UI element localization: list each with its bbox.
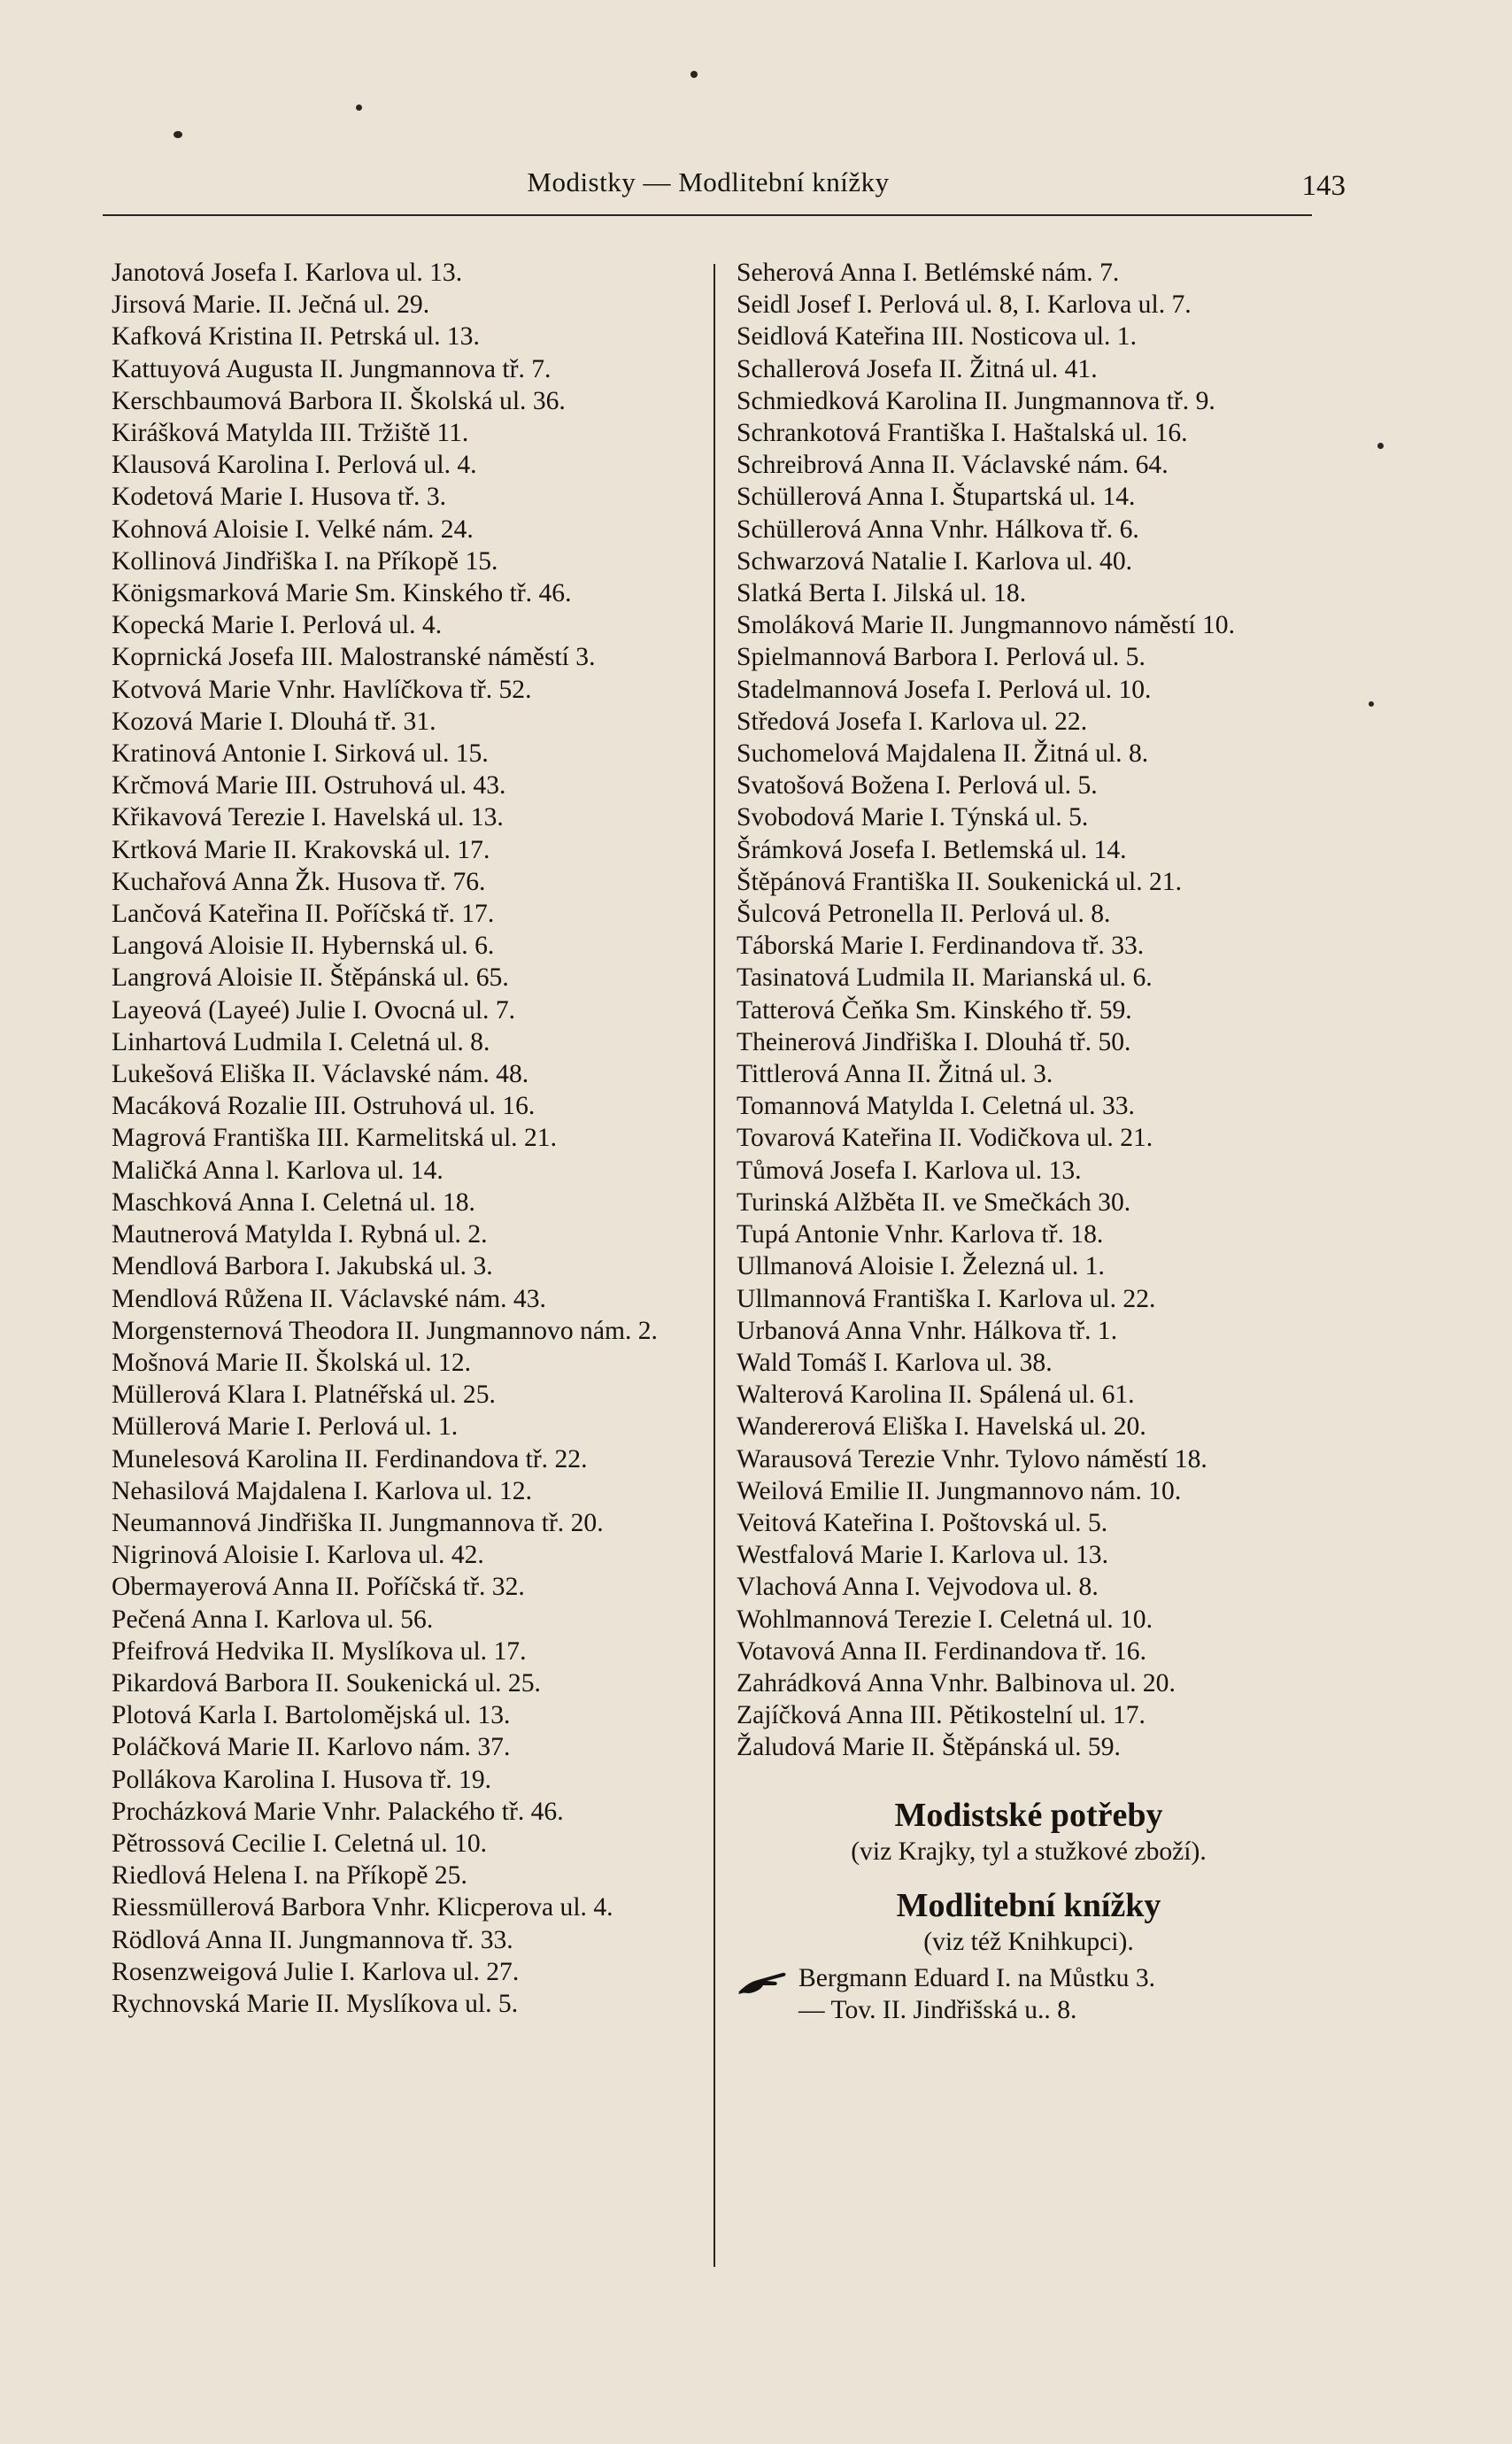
directory-entry: Schrankotová Františka I. Haštalská ul. 16.	[737, 419, 1188, 448]
directory-entry: Schüllerová Anna I. Štupartská ul. 14.	[737, 483, 1136, 512]
directory-entry: Macáková Rozalie III. Ostruhová ul. 16.	[112, 1092, 536, 1121]
directory-entry: Kohnová Aloisie I. Velké nám. 24.	[112, 514, 474, 544]
directory-entry: Westfalová Marie I. Karlova ul. 13.	[737, 1541, 1109, 1570]
directory-entry: Munelesová Karolina II. Ferdinandova tř. 22.	[112, 1444, 588, 1473]
directory-entry: Krtková Marie II. Krakovská ul. 17.	[112, 835, 490, 864]
directory-entry: Schmiedková Karolina II. Jungmannova tř. 9.	[737, 386, 1215, 415]
directory-entry: Maschková Anna I. Celetná ul. 18.	[112, 1187, 475, 1217]
section-heading-modistske: Modistské potřeby	[894, 1796, 1163, 1834]
directory-entry: Urbanová Anna Vnhr. Hálkova tř. 1.	[737, 1316, 1118, 1345]
directory-entry: Kattuyová Augusta II. Jungmannova tř. 7.	[112, 354, 552, 383]
section-note-modlitebni: (viz též Knihkupci).	[923, 1927, 1134, 1956]
directory-entry: Rosenzweigová Julie I. Karlova ul. 27.	[112, 1957, 520, 1986]
directory-entry: Klausová Karolina I. Perlová ul. 4.	[112, 451, 477, 480]
directory-entry: Janotová Josefa I. Karlova ul. 13.	[112, 259, 463, 287]
directory-entry: Kuchařová Anna Žk. Husova tř. 76.	[112, 867, 486, 896]
directory-entry: Tittlerová Anna II. Žitná ul. 3.	[737, 1060, 1053, 1089]
directory-entry: Wohlmannová Terezie I. Celetná ul. 10.	[737, 1605, 1153, 1634]
directory-entry: Štěpánová Františka II. Soukenická ul. 21.	[737, 867, 1182, 896]
directory-entry: Seherová Anna I. Betlémské nám. 7.	[737, 259, 1120, 287]
directory-entry: Zahrádková Anna Vnhr. Balbinova ul. 20.	[737, 1668, 1176, 1698]
directory-entry: Koprnická Josefa III. Malostranské náměstí 3.	[112, 643, 596, 672]
directory-entry: Kratinová Antonie I. Sirková ul. 15.	[112, 739, 489, 769]
directory-entry: Lančová Kateřina II. Poříčská tř. 17.	[112, 900, 495, 929]
directory-entry: Smoláková Marie II. Jungmannovo náměstí 10.	[737, 611, 1236, 640]
directory-entry: Kerschbaumová Barbora II. Školská ul. 36.	[112, 386, 566, 415]
directory-entry: Tůmová Josefa I. Karlova ul. 13.	[737, 1156, 1082, 1185]
directory-entry: Šulcová Petronella II. Perlová ul. 8.	[737, 900, 1111, 929]
directory-entry: Kopecká Marie I. Perlová ul. 4.	[112, 611, 443, 640]
directory-entry: Tatterová Čeňka Sm. Kinského tř. 59.	[737, 995, 1132, 1025]
directory-entry: Stadelmannová Josefa I. Perlová ul. 10.	[737, 675, 1152, 704]
directory-entry: Kodetová Marie I. Husova tř. 3.	[112, 483, 447, 512]
directory-entry: Magrová Františka III. Karmelitská ul. 21.	[112, 1124, 557, 1153]
directory-entry: Ullmannová Františka I. Karlova ul. 22.	[737, 1284, 1156, 1313]
directory-entry: Langrová Aloisie II. Štěpánská ul. 65.	[112, 963, 509, 993]
directory-entry: Svatošová Božena I. Perlová ul. 5.	[737, 771, 1098, 800]
bookstore-entry-line: Bergmann Eduard I. na Můstku 3.	[798, 1963, 1156, 1992]
directory-entry: Pfeifrová Hedvika II. Myslíkova ul. 17.	[112, 1636, 527, 1666]
directory-entry: Žaludová Marie II. Štěpánská ul. 59.	[737, 1733, 1121, 1762]
directory-entry: Veitová Kateřina I. Poštovská ul. 5.	[737, 1508, 1108, 1537]
directory-entry: Seidl Josef I. Perlová ul. 8, I. Karlova ul. 7.	[737, 290, 1192, 320]
directory-entry: Warausová Terezie Vnhr. Tylovo náměstí 18.	[737, 1444, 1207, 1473]
directory-entry: Slatká Berta I. Jilská ul. 18.	[737, 579, 1027, 608]
directory-entry: Rychnovská Marie II. Myslíkova ul. 5.	[112, 1989, 519, 2018]
directory-entry: Neumannová Jindřiška II. Jungmannova tř. 20.	[112, 1508, 604, 1537]
directory-entry: Tomannová Matylda I. Celetná ul. 33.	[737, 1092, 1135, 1121]
directory-entry: Nehasilová Majdalena I. Karlova ul. 12.	[112, 1476, 532, 1505]
section-note-modistske: (viz Krajky, tyl a stužkové zboží).	[851, 1837, 1207, 1866]
directory-entry: Theinerová Jindřiška I. Dlouhá tř. 50.	[737, 1027, 1131, 1056]
directory-entry: Tupá Antonie Vnhr. Karlova tř. 18.	[737, 1220, 1104, 1249]
directory-entry: Morgensternová Theodora II. Jungmannovo nám. 2.	[112, 1316, 658, 1345]
directory-entry: Mautnerová Matylda I. Rybná ul. 2.	[112, 1220, 488, 1249]
directory-entry: Tovarová Kateřina II. Vodičkova ul. 21.	[737, 1124, 1153, 1153]
page-header-title: Modistky — Modlitební knížky	[527, 166, 890, 197]
directory-entry: Pětrossová Cecilie I. Celetná ul. 10.	[112, 1829, 488, 1858]
directory-entry: Mendlová Růžena II. Václavské nám. 43.	[112, 1284, 546, 1313]
directory-entry: Riedlová Helena I. na Příkopě 25.	[112, 1861, 467, 1891]
directory-entry: Walterová Karolina II. Spálená ul. 61.	[737, 1381, 1135, 1410]
directory-entry: Müllerová Marie I. Perlová ul. 1.	[112, 1412, 459, 1442]
directory-entry: Tasinatová Ludmila II. Marianská ul. 6.	[737, 963, 1153, 993]
section-heading-modlitebni: Modlitební knížky	[896, 1886, 1161, 1924]
print-speck	[690, 71, 698, 78]
directory-entry: Schallerová Josefa II. Žitná ul. 41.	[737, 354, 1098, 383]
directory-entry: Zajíčková Anna III. Pětikostelní ul. 17.	[737, 1701, 1146, 1730]
print-speck	[1377, 443, 1384, 449]
header-rule	[103, 214, 1312, 216]
directory-entry: Schwarzová Natalie I. Karlova ul. 40.	[737, 546, 1133, 576]
bookstore-entry	[737, 1962, 1321, 2026]
column-divider	[714, 264, 715, 2267]
directory-entry: Weilová Emilie II. Jungmannovo nám. 10.	[737, 1476, 1182, 1505]
directory-entry: Ullmanová Aloisie I. Železná ul. 1.	[737, 1252, 1105, 1281]
right-column	[737, 257, 1321, 2026]
bookstore-entry-line: — Tov. II. Jindřišská u.. 8.	[798, 1995, 1077, 2024]
directory-entry: Mendlová Barbora I. Jakubská ul. 3.	[112, 1252, 493, 1281]
directory-entry: Pikardová Barbora II. Soukenická ul. 25.	[112, 1668, 541, 1698]
directory-entry: Suchomelová Majdalena II. Žitná ul. 8.	[737, 739, 1149, 769]
directory-entry: Kotvová Marie Vnhr. Havlíčkova tř. 52.	[112, 675, 532, 704]
print-speck	[1369, 701, 1374, 707]
directory-entry: Kollinová Jindřiška I. na Příkopě 15.	[112, 546, 498, 576]
directory-entry: Wald Tomáš I. Karlova ul. 38.	[737, 1348, 1053, 1377]
directory-entry: Turinská Alžběta II. ve Smečkách 30.	[737, 1187, 1131, 1217]
directory-entry: Riessmüllerová Barbora Vnhr. Klicperova ul. 4.	[112, 1893, 613, 1922]
directory-entry: Svobodová Marie I. Týnská ul. 5.	[737, 803, 1089, 832]
directory-entry: Kafková Kristina II. Petrská ul. 13.	[112, 322, 480, 352]
directory-entry: Maličká Anna l. Karlova ul. 14.	[112, 1156, 444, 1185]
directory-entry: Wandererová Eliška I. Havelská ul. 20.	[737, 1412, 1146, 1442]
directory-entry: Procházková Marie Vnhr. Palackého tř. 46.	[112, 1797, 564, 1826]
directory-entry: Středová Josefa I. Karlova ul. 22.	[737, 707, 1088, 736]
directory-entry: Táborská Marie I. Ferdinandova tř. 33.	[737, 932, 1145, 961]
directory-entry: Jirsová Marie. II. Ječná ul. 29.	[112, 290, 430, 320]
directory-entry: Rödlová Anna II. Jungmannova tř. 33.	[112, 1925, 513, 1954]
print-speck	[356, 104, 362, 111]
directory-entry: Křikavová Terezie I. Havelská ul. 13.	[112, 803, 504, 832]
directory-entry: Seidlová Kateřina III. Nosticova ul. 1.	[737, 322, 1137, 352]
left-column	[112, 257, 698, 2020]
directory-entry: Plotová Karla I. Bartolomějská ul. 13.	[112, 1701, 511, 1730]
directory-entry: Kozová Marie I. Dlouhá tř. 31.	[112, 707, 436, 736]
directory-entry: Pollákova Karolina I. Husova tř. 19.	[112, 1765, 492, 1794]
directory-entry: Obermayerová Anna II. Poříčská tř. 32.	[112, 1573, 525, 1602]
pointing-hand-icon	[737, 1966, 790, 1996]
directory-entry: Pečená Anna I. Karlova ul. 56.	[112, 1605, 434, 1634]
directory-entry: Königsmarková Marie Sm. Kinského tř. 46.	[112, 579, 572, 608]
page-number: 143	[1301, 170, 1346, 202]
directory-entry: Votavová Anna II. Ferdinandova tř. 16.	[737, 1636, 1146, 1666]
directory-entry: Krčmová Marie III. Ostruhová ul. 43.	[112, 771, 506, 800]
directory-entry: Schüllerová Anna Vnhr. Hálkova tř. 6.	[737, 514, 1139, 544]
directory-entry: Lukešová Eliška II. Václavské nám. 48.	[112, 1060, 529, 1089]
directory-entry: Vlachová Anna I. Vejvodova ul. 8.	[737, 1573, 1099, 1602]
directory-entry: Müllerová Klara I. Platnéřská ul. 25.	[112, 1381, 496, 1410]
directory-entry: Šrámková Josefa I. Betlemská ul. 14.	[737, 835, 1127, 864]
print-speck	[174, 131, 182, 138]
directory-entry: Spielmannová Barbora I. Perlová ul. 5.	[737, 643, 1146, 672]
right-column-entries	[737, 257, 1321, 1764]
directory-entry: Mošnová Marie II. Školská ul. 12.	[112, 1348, 472, 1377]
directory-entry: Linhartová Ludmila I. Celetná ul. 8.	[112, 1027, 490, 1056]
directory-entry: Kirášková Matylda III. Tržiště 11.	[112, 419, 469, 448]
directory-entry: Layeová (Layeé) Julie I. Ovocná ul. 7.	[112, 995, 516, 1025]
directory-entry: Schreibrová Anna II. Václavské nám. 64.	[737, 451, 1169, 480]
directory-entry: Nigrinová Aloisie I. Karlova ul. 42.	[112, 1541, 484, 1570]
directory-entry: Langová Aloisie II. Hybernská ul. 6.	[112, 932, 495, 961]
directory-entry: Poláčková Marie II. Karlovo nám. 37.	[112, 1733, 511, 1762]
